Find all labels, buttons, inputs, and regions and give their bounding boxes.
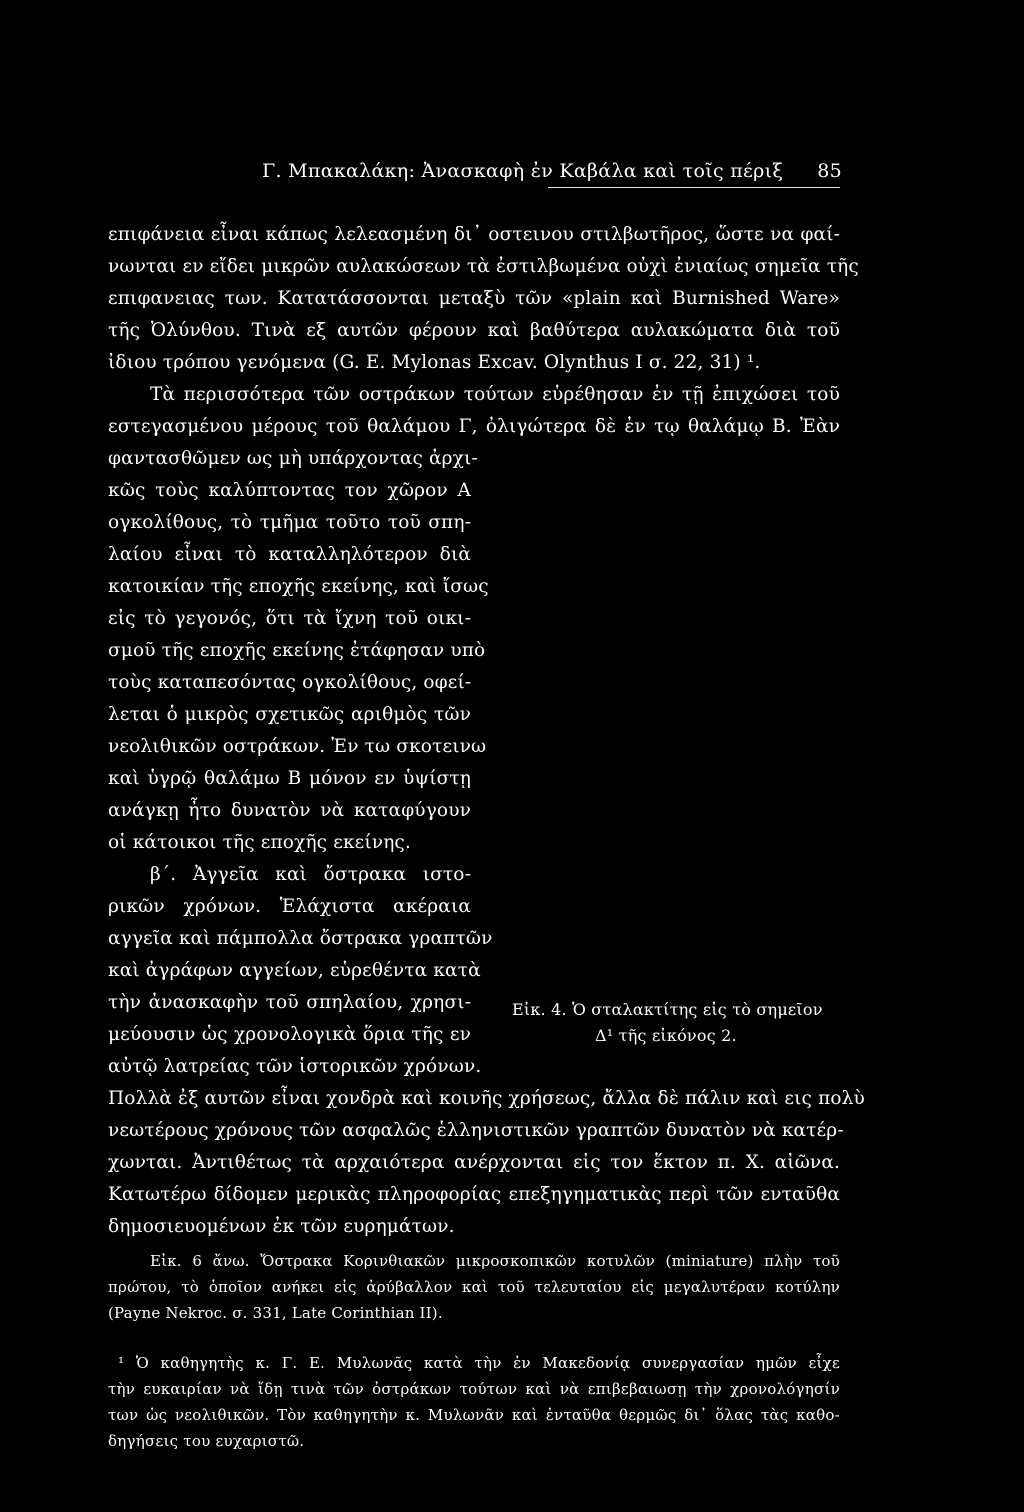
column-line: τοὺς καταπεσόντας ογκολίθους, οφεί-: [108, 672, 472, 693]
body-line: δημοσιευομένων ἐκ τῶν ευρημάτων.: [108, 1216, 455, 1237]
footnote-line: ¹ Ὁ καθηγητὴς κ. Γ. Ε. Μυλωνᾶς κατὰ τὴν ἐν Μακεδονίᾳ συνεργασίαν ημῶν εἶχε: [118, 1354, 840, 1372]
footnote-line: δηγήσεις του ευχαριστῶ.: [108, 1432, 305, 1450]
figure-caption: Δ¹ τῆς εἰκόνος 2.: [595, 1026, 737, 1045]
body-line: εστεγασμένου μέρους τοῦ θαλάμου Γ, ὀλιγώτερα δὲ ἐν τῳ θαλάμῳ Β. Ἐὰν: [108, 416, 840, 437]
body-line: νεωτέρους χρόνους τῶν ασφαλῶς ἑλληνιστικῶν γραπτῶν δυνατὸν νὰ κατέρ-: [108, 1120, 844, 1141]
figure6-caption-line: Εἰκ. 6 ἄνω. Ὄστρακα Κορινθιακῶν μικροσκοπικῶν κοτυλῶν (miniature) πλὴν τοῦ: [150, 1252, 840, 1270]
body-line: ἰδιου τρόπου γενόμενα (G. E. Mylonas Excav. Olynthus I σ. 22, 31) ¹.: [108, 352, 761, 373]
body-line: Τὰ περισσότερα τῶν οστράκων τούτων εὑρέθησαν ἐν τῇ ἐπιχώσει τοῦ: [150, 384, 840, 405]
body-line: νωνται εν εἴδει μικρῶν αυλακώσεων τὰ ἐστιλβωμένα οὐχὶ ἐνιαίως σημεῖα τῆς: [108, 256, 859, 277]
body-line: Κατωτέρω δίδομεν μερικὰς πληροφορίας επεξηγηματικὰς περὶ τῶν ενταῦθα: [108, 1184, 840, 1205]
figure6-caption-line: (Payne Nekroc. σ. 331, Late Corinthian II).: [108, 1304, 443, 1322]
figure6-caption-line: πρώτου, τὸ ὁποῖον ανήκει εἰς ἀρύβαλλον καὶ τοῦ τελευταίου εἰς μεγαλυτέραν κοτύλην: [108, 1278, 840, 1296]
column-line: φαντασθῶμεν ως μὴ υπάρχοντας ἀρχι-: [108, 448, 478, 469]
body-line: επιφανειας των. Κατατάσσονται μεταξὺ τῶν «plain καὶ Burnished Ware»: [108, 288, 840, 309]
column-line: ανάγκῃ ἦτο δυνατὸν νὰ καταφύγουν: [108, 800, 471, 821]
column-line: κατοικίαν τῆς εποχῆς εκείνης, καὶ ἴσως: [108, 576, 489, 597]
column-line: σμοῦ τῆς εποχῆς εκείνης ἐτάφησαν υπὸ: [108, 640, 486, 661]
column-line: τὴν ἀνασκαφὴν τοῦ σπηλαίου, χρησι-: [108, 992, 471, 1013]
column-line: καὶ ὑγρῷ θαλάμω Β μόνον εν ὑψίστῃ: [108, 768, 471, 789]
body-line: τῆς Ὀλύνθου. Τινὰ εξ αυτῶν φέρουν καὶ βαθύτερα αυλακώματα διὰ τοῦ: [108, 320, 840, 341]
column-line: κῶς τοὺς καλύπτοντας τον χῶρον Α: [108, 480, 471, 501]
page-number: 85: [817, 160, 842, 182]
column-line: ογκολίθους, τὸ τμῆμα τοῦτο τοῦ σπη-: [108, 512, 471, 533]
column-line: νεολιθικῶν οστράκων. Ἐν τω σκοτεινω: [108, 736, 487, 757]
footnote-line: των ὡς νεολιθικῶν. Τὸν καθηγητὴν κ. Μυλωνᾶν καὶ ἐνταῦθα θερμῶς δι᾽ ὅλας τὰς καθο-: [108, 1406, 840, 1424]
footnote-line: τὴν ευκαιρίαν νὰ ἴδῃ τινὰ τῶν ὀστράκων τούτων καὶ νὰ επιβεβαιωσῃ τὴν χρονολόγησίν: [108, 1380, 840, 1398]
column-line: μεύουσιν ὡς χρονολογικὰ ὅρια τῆς εν: [108, 1024, 471, 1045]
column-line: ρικῶν χρόνων. Ἑλάχιστα ακέραια: [108, 896, 471, 917]
column-line: οἱ κάτοικοι τῆς εποχῆς εκείνης.: [108, 832, 411, 853]
column-line: εἰς τὸ γεγονός, ὅτι τὰ ἴχνη τοῦ οικι-: [108, 608, 471, 629]
header-rule: [548, 187, 840, 188]
column-line: λεται ὁ μικρὸς σχετικῶς αριθμὸς τῶν: [108, 704, 471, 725]
figure-caption: Εἰκ. 4. Ὁ σταλακτίτης εἰς τὸ σημεῖον: [512, 1000, 823, 1019]
section-heading: β΄. Ἀγγεῖα καὶ ὄστρακα ιστο-: [150, 864, 471, 885]
body-line: επιφάνεια εἶναι κάπως λελεασμένη δι᾽ οστεινου στιλβωτῆρος, ὥστε να φαί-: [108, 224, 840, 245]
column-line: αγγεῖα καὶ πάμπολλα ὄστρακα γραπτῶν: [108, 928, 493, 949]
running-title: Γ. Μπακαλάκη: Ἀνασκαφὴ ἐν Καβάλα καὶ τοῖς πέριξ: [262, 160, 784, 182]
running-header: [262, 160, 842, 182]
column-line: λαίου εἶναι τὸ καταλληλότερον διὰ: [108, 544, 471, 565]
body-line: Πολλὰ ἐξ αυτῶν εἶναι χονδρὰ καὶ κοινῆς χρήσεως, ἄλλα δὲ πάλιν καὶ εις πολὺ: [108, 1088, 865, 1109]
column-line: καὶ ἀγράφων αγγείων, εὑρεθέντα κατὰ: [108, 960, 481, 981]
body-line: χωνται. Ἀντιθέτως τὰ αρχαιότερα ανέρχονται εἰς τον ἕκτον π. Χ. αἰῶνα.: [108, 1152, 840, 1173]
column-line: αὐτῷ λατρείας τῶν ἱστορικῶν χρόνων.: [108, 1056, 482, 1077]
